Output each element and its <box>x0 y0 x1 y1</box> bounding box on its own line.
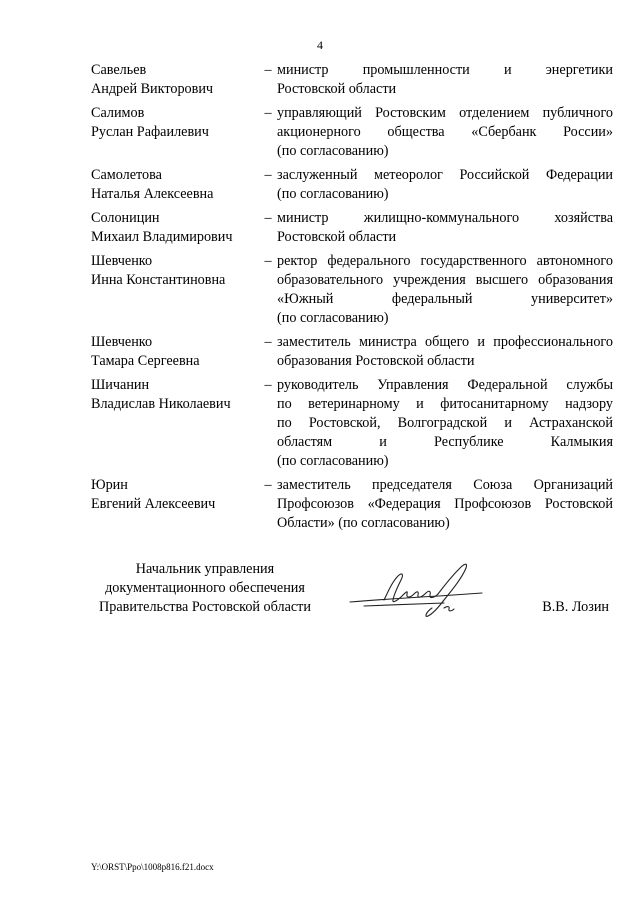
role-line: Профсоюзов «Федерация Профсоюзов Ростовской <box>277 496 613 512</box>
member-given-names: Инна Константиновна <box>91 272 226 288</box>
member-surname: Юрин <box>91 477 128 493</box>
dash-separator: – <box>264 167 272 183</box>
signature-block <box>89 560 619 620</box>
member-surname: Шевченко <box>91 253 153 269</box>
member-role <box>277 209 613 247</box>
member-row <box>91 376 613 471</box>
member-given-names: Андрей Викторович <box>91 81 214 97</box>
role-line: заслуженный метеоролог Российской Федерации <box>277 167 613 183</box>
member-row <box>91 104 613 161</box>
role-line: Ростовской области <box>277 81 397 97</box>
member-role <box>277 333 613 371</box>
member-surname: Шевченко <box>91 334 153 350</box>
signatory-title-line: Начальник управления <box>135 561 275 577</box>
signatory-title-line: документационного обеспечения <box>105 580 305 596</box>
signatory-title-line: Правительства Ростовской области <box>99 599 311 615</box>
role-line: заместитель председателя Союза Организаций <box>277 477 613 493</box>
member-role <box>277 252 613 328</box>
role-line: Области» (по согласованию) <box>277 515 450 531</box>
role-line: (по согласованию) <box>277 310 389 326</box>
dash-separator: – <box>264 62 272 78</box>
member-name <box>91 166 259 204</box>
members-list <box>91 61 613 533</box>
role-line: руководитель Управления Федеральной службы <box>277 377 613 393</box>
member-name <box>91 209 259 247</box>
role-line: областям и Республике Калмыкия <box>277 434 613 450</box>
member-given-names: Руслан Рафаилевич <box>91 124 209 140</box>
member-role <box>277 104 613 161</box>
member-given-names: Евгений Алексеевич <box>91 496 216 512</box>
member-row <box>91 333 613 371</box>
dash-separator: – <box>264 377 272 393</box>
member-name <box>91 476 259 533</box>
member-role <box>277 166 613 204</box>
signatory-title <box>89 560 321 617</box>
dash-separator: – <box>264 210 272 226</box>
footer-file-path: Y:\ORST\Ppo\1008p816.f21.docx <box>91 862 214 872</box>
member-row <box>91 252 613 328</box>
member-row <box>91 61 613 99</box>
dash-separator: – <box>264 334 272 350</box>
role-line: управляющий Ростовским отделением публичного <box>277 105 613 121</box>
handwritten-signature <box>344 556 489 620</box>
member-surname: Шичанин <box>91 377 150 393</box>
dash-separator: – <box>264 477 272 493</box>
member-role <box>277 61 613 99</box>
role-line: образовательного учреждения высшего образования <box>277 272 613 288</box>
signatory-name: В.В. Лозин <box>542 599 609 615</box>
role-line: министр жилищно-коммунального хозяйства <box>277 210 613 226</box>
member-surname: Солоницин <box>91 210 160 226</box>
member-row <box>91 476 613 533</box>
role-line: (по согласованию) <box>277 143 389 159</box>
member-surname: Салимов <box>91 105 145 121</box>
role-line: Ростовской области <box>277 229 397 245</box>
member-row <box>91 166 613 204</box>
role-line: ректор федерального государственного автономного <box>277 253 613 269</box>
role-line: министр промышленности и энергетики <box>277 62 613 78</box>
member-surname: Савельев <box>91 62 147 78</box>
member-name <box>91 376 259 471</box>
role-line: по Ростовской, Волгоградской и Астраханской <box>277 415 613 431</box>
dash-separator: – <box>264 253 272 269</box>
member-given-names: Владислав Николаевич <box>91 396 231 412</box>
member-given-names: Наталья Алексеевна <box>91 186 214 202</box>
member-role <box>277 376 613 471</box>
member-name <box>91 252 259 328</box>
role-line: (по согласованию) <box>277 186 389 202</box>
page-number: 4 <box>317 38 323 52</box>
role-line: (по согласованию) <box>277 453 389 469</box>
member-surname: Самолетова <box>91 167 162 183</box>
member-given-names: Тамара Сергеевна <box>91 353 200 369</box>
dash-separator: – <box>264 105 272 121</box>
member-name <box>91 333 259 371</box>
role-line: акционерного общества «Сбербанк России» <box>277 124 613 140</box>
role-line: по ветеринарному и фитосанитарному надзору <box>277 396 613 412</box>
member-name <box>91 104 259 161</box>
role-line: заместитель министра общего и профессионального <box>277 334 613 350</box>
member-row <box>91 209 613 247</box>
member-role <box>277 476 613 533</box>
role-line: образования Ростовской области <box>277 353 475 369</box>
role-line: «Южный федеральный университет» <box>277 291 613 307</box>
member-given-names: Михаил Владимирович <box>91 229 233 245</box>
member-name <box>91 61 259 99</box>
